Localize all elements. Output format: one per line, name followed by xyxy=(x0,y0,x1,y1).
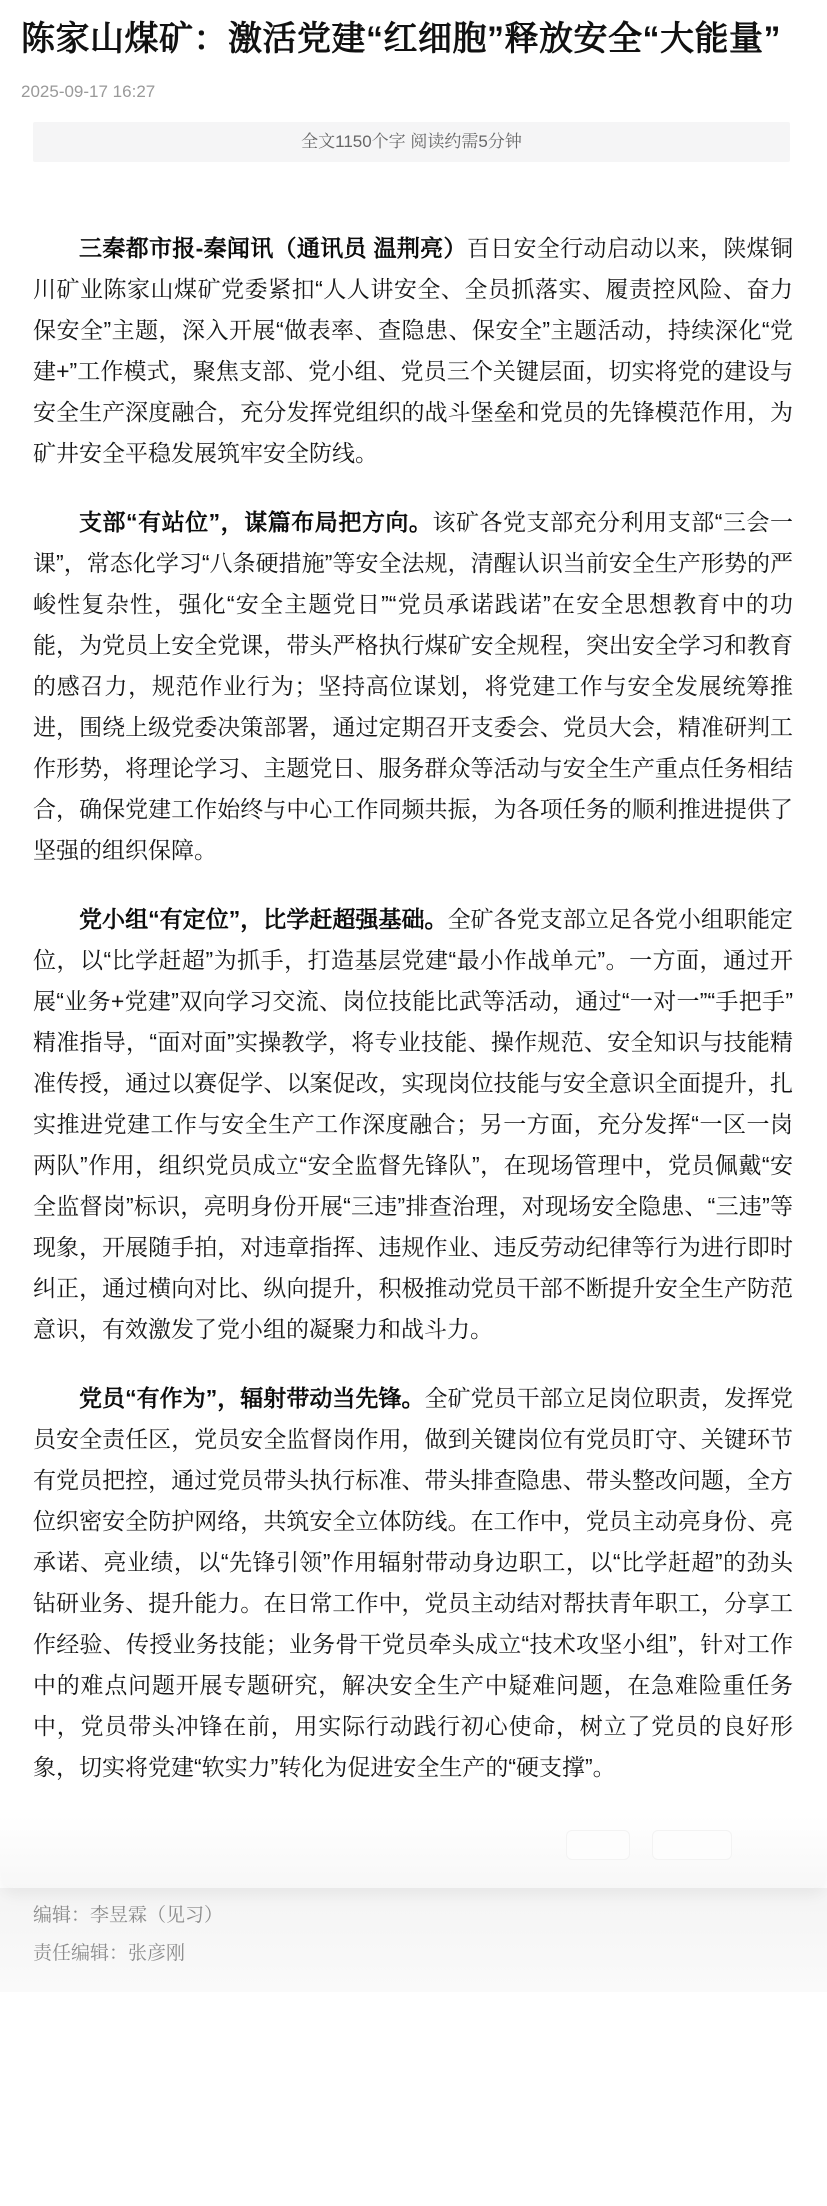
paragraph-member xyxy=(33,1378,793,1788)
paragraph-group-lead: 党小组“有定位”，比学赶超强基础。 xyxy=(79,906,448,932)
card-action-strip xyxy=(0,1816,827,1888)
paragraph-group-text: 全矿各党支部立足各党小组职能定位，以“比学赶超”为抓手，打造基层党建“最小作战单元”。一方面，通过开展“业务+党建”双向学习交流、岗位技能比武等活动，通过“一对一”“手把手”精准指导，“面对面”实操教学，将专业技能、操作规范、安全知识与技能精准传授，通过以赛促学、以案促改，实现岗位技能与安全意识全面提升，扎实推进党建工作与安全生产工作深度融合；另一方面，充分发挥“一区一岗两队”作用，组织党员成立“安全监督先锋队”，在现场管理中，党员佩戴“安全监督岗”标识，亮明身份开展“三违”排查治理，对现场安全隐患、“三违”等现象，开展随手拍，对违章指挥、违规作业、违反劳动纪律等行为进行即时纠正，通过横向对比、纵向提升，积极推动党员干部不断提升安全生产防范意识，有效激发了党小组的凝聚力和战斗力。 xyxy=(33,906,794,1342)
paragraph-branch-lead: 支部“有站位”，谋篇布局把方向。 xyxy=(79,509,433,535)
paragraph-branch-text: 该矿各党支部充分利用支部“三会一课”，常态化学习“八条硬措施”等安全法规，清醒认识当前安全生产形势的严峻性复杂性，强化“安全主题党日”“党员承诺践诺”在安全思想教育中的功能，为党员上安全党课，带头严格执行煤矿安全规程，突出安全学习和教育的感召力，规范作业行为；坚持高位谋划，将党建工作与安全发展统筹推进，围绕上级党委决策部署，通过定期召开支委会、党员大会，精准研判工作形势，将理论学习、主题党日、服务群众等活动与安全生产重点任务相结合，确保党建工作始终与中心工作同频共振，为各项任务的顺利推进提供了坚强的组织保障。 xyxy=(33,509,793,863)
editor-credit: 编辑：李昱霖（见习） xyxy=(33,1905,224,1926)
publish-date: 2025-09-17 16:27 xyxy=(21,82,156,101)
faded-action-button[interactable] xyxy=(652,1830,732,1860)
chief-editor-credit: 责任编辑：张彦刚 xyxy=(33,1943,186,1964)
article-footer xyxy=(0,1888,827,1992)
paragraph-intro-text: 百日安全行动启动以来，陕煤铜川矿业陈家山煤矿党委紧扣“人人讲安全、全员抓落实、履责控风险、奋力保安全”主题，深入开展“做表率、查隐患、保安全”主题活动，持续深化“党建+”工作模式，聚焦支部、党小组、党员三个关键层面，切实将党的建设与安全生产深度融合，充分发挥党组织的战斗堡垒和党员的先锋模范作用，为矿井安全平稳发展筑牢安全防线。 xyxy=(33,235,793,466)
paragraph-intro-lead: 三秦都市报-秦闻讯（通讯员 温荆亮） xyxy=(79,235,467,261)
paragraph-branch xyxy=(33,502,793,871)
article-body xyxy=(0,162,827,1788)
article-header xyxy=(0,0,827,162)
word-count-badge: 全文1150个字 阅读约需5分钟 xyxy=(33,122,790,162)
paragraph-member-lead: 党员“有作为”，辐射带动当先锋。 xyxy=(79,1385,425,1411)
paragraph-member-text: 全矿党员干部立足岗位职责，发挥党员安全责任区，党员安全监督岗作用，做到关键岗位有党员盯守、关键环节有党员把控，通过党员带头执行标准、带头排查隐患、带头整改问题，全方位织密安全防护网络，共筑安全立体防线。在工作中，党员主动亮身份、亮承诺、亮业绩，以“先锋引领”作用辐射带动身边职工，以“比学赶超”的劲头钻研业务、提升能力。在日常工作中，党员主动结对帮扶青年职工，分享工作经验、传授业务技能；业务骨干党员牵头成立“技术攻坚小组”，针对工作中的难点问题开展专题研究，解决安全生产中疑难问题，在急难险重任务中，党员带头冲锋在前，用实际行动践行初心使命，树立了党员的良好形象，切实将党建“软实力”转化为促进安全生产的“硬支撑”。 xyxy=(33,1385,794,1780)
paragraph-group xyxy=(33,899,793,1350)
page-title: 陈家山煤矿：激活党建“红细胞”释放安全“大能量” xyxy=(21,20,781,58)
faded-action-button[interactable] xyxy=(566,1830,630,1860)
paragraph-intro xyxy=(33,228,793,474)
